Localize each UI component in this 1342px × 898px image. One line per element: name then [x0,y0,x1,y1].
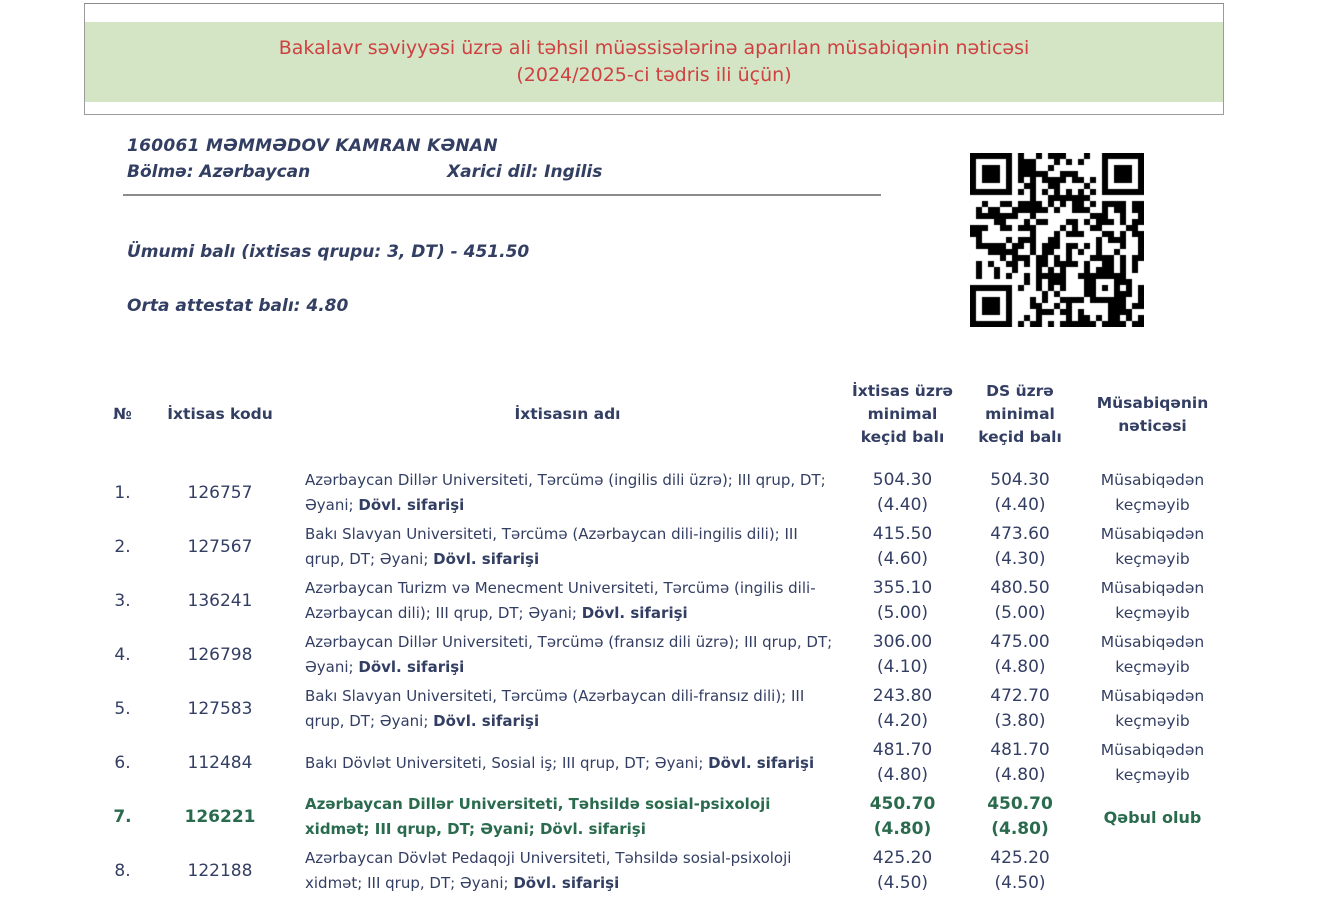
specialty-name: Azərbaycan Dillər Universiteti, Təhsildə sosial-psixoloji xidmət; III qrup, DT; Əyani; Dövl. sifarişi [305,795,771,838]
row-number: 6. [114,752,131,773]
specialty-name: Azərbaycan Dövlət Pedaqoji Universiteti, Təhsildə sosial-psixoloji xidmət; III qrup, DT; Əyani; Dövl. sifarişi [305,849,792,892]
specialty-code: 112484 [187,752,253,773]
min-score-ds: 481.70 (4.80) [990,740,1050,785]
competition-result: Müsabiqədən keçməyib [1100,525,1205,568]
table-row [95,574,1225,628]
specialty-code: 127567 [187,536,253,557]
min-score-ds: 480.50 (5.00) [990,578,1050,623]
specialty-name: Azərbaycan Dillər Universiteti, Tərcümə (ingilis dili üzrə); III qrup, DT; Əyani; Dövl. sifarişi [305,471,826,514]
min-score-ds: 425.20 (4.50) [990,848,1050,893]
specialty-code: 126798 [187,644,253,665]
results-table [95,363,1225,898]
min-score-specialty: 355.10 (5.00) [872,578,933,623]
specialty-code: 136241 [187,590,253,611]
min-score-ds: 450.70 (4.80) [987,794,1053,839]
specialty-name: Azərbaycan Dillər Universiteti, Tərcümə (fransız dili üzrə); III qrup, DT; Əyani; Dövl. sifarişi [305,633,833,676]
row-number: 2. [114,536,131,557]
qr-code [970,153,1144,327]
min-score-ds: 504.30 (4.40) [990,470,1050,515]
attestat-score-line: Orta attestat balı: 4.80 [127,296,349,316]
row-number: 4. [114,644,131,665]
specialty-name-bold: Dövl. sifarişi [581,604,688,622]
min-score-specialty: 450.70 (4.80) [869,794,936,839]
specialty-name: Azərbaycan Turizm və Menecment Universiteti, Tərcümə (ingilis dili-Azərbaycan dili); III qrup, DT; Əyani; Dövl. sifarişi [305,579,816,622]
min-score-specialty: 306.00 (4.10) [872,632,933,677]
min-score-specialty: 243.80 (4.20) [872,686,933,731]
specialty-code: 126221 [184,806,256,827]
min-score-specialty: 504.30 (4.40) [872,470,933,515]
min-score-ds: 473.60 (4.30) [990,524,1050,569]
student-info-line [127,162,887,182]
banner-frame [84,3,1224,115]
banner-title-line1: Bakalavr səviyyəsi üzrə ali təhsil müəssisələrinə aparılan müsabiqənin nəticəsi [278,37,1030,59]
table-header-row [95,363,1225,466]
min-score-specialty: 415.50 (4.60) [872,524,933,569]
table-row [95,736,1225,790]
specialty-name-bold: Dövl. sifarişi [539,820,646,838]
header-min1: İxtisas üzrə minimal keçid balı [851,382,953,446]
competition-result: Müsabiqədən keçməyib [1100,633,1205,676]
total-score-line: Ümumi balı (ixtisas qrupu: 3, DT) - 451.50 [127,242,530,262]
banner-title-line2: (2024/2025-ci tədris ili üçün) [516,64,792,86]
row-number: 1. [114,482,131,503]
specialty-name-bold: Dövl. sifarişi [433,550,540,568]
competition-result: Müsabiqədən keçməyib [1100,687,1205,730]
competition-result: Müsabiqədən keçməyib [1100,471,1205,514]
header-num: № [113,405,132,423]
min-score-ds: 475.00 (4.80) [990,632,1050,677]
specialty-name-bold: Dövl. sifarişi [358,496,465,514]
competition-result: Müsabiqədən keçməyib [1100,579,1205,622]
min-score-ds: 472.70 (3.80) [990,686,1050,731]
student-info-divider [123,194,881,196]
table-row [95,628,1225,682]
student-section: Bölmə: Azərbaycan [127,162,311,182]
header-result: Müsabiqənin nəticəsi [1096,393,1209,435]
header-name: İxtisasın adı [514,405,621,423]
row-number: 7. [113,806,132,827]
header-min2: DS üzrə minimal keçid balı [978,382,1062,446]
specialty-name-bold: Dövl. sifarişi [708,753,815,772]
row-number: 8. [114,860,131,881]
student-foreign-language: Xarici dil: Ingilis [447,162,603,182]
specialty-code: 126757 [187,482,253,503]
competition-result: Müsabiqədən keçməyib [1100,741,1205,784]
student-id-name: 160061 MƏMMƏDOV KAMRAN KƏNAN [127,136,498,156]
header-code: İxtisas kodu [167,405,273,423]
specialty-code: 127583 [187,698,253,719]
table-row [95,790,1225,844]
competition-result: Qəbul olub [1103,807,1202,827]
specialty-name: Bakı Dövlət Universiteti, Sosial iş; III qrup, DT; Əyani; Dövl. sifarişi [305,753,815,772]
specialty-code: 122188 [187,860,253,881]
result-banner [85,22,1223,102]
specialty-name-bold: Dövl. sifarişi [513,874,620,892]
table-row [95,844,1225,898]
min-score-specialty: 481.70 (4.80) [872,740,933,785]
specialty-name-bold: Dövl. sifarişi [433,712,540,730]
min-score-specialty: 425.20 (4.50) [872,848,933,893]
table-body [95,466,1225,898]
row-number: 5. [114,698,131,719]
table-row [95,466,1225,520]
table-row [95,520,1225,574]
row-number: 3. [114,590,131,611]
table-row [95,682,1225,736]
specialty-name-bold: Dövl. sifarişi [358,658,465,676]
specialty-name: Bakı Slavyan Universiteti, Tərcümə (Azərbaycan dili-ingilis dili); III qrup, DT; Əyani; Dövl. sifarişi [305,525,798,568]
specialty-name: Bakı Slavyan Universiteti, Tərcümə (Azərbaycan dili-fransız dili); III qrup, DT; Əyani; Dövl. sifarişi [305,687,805,730]
